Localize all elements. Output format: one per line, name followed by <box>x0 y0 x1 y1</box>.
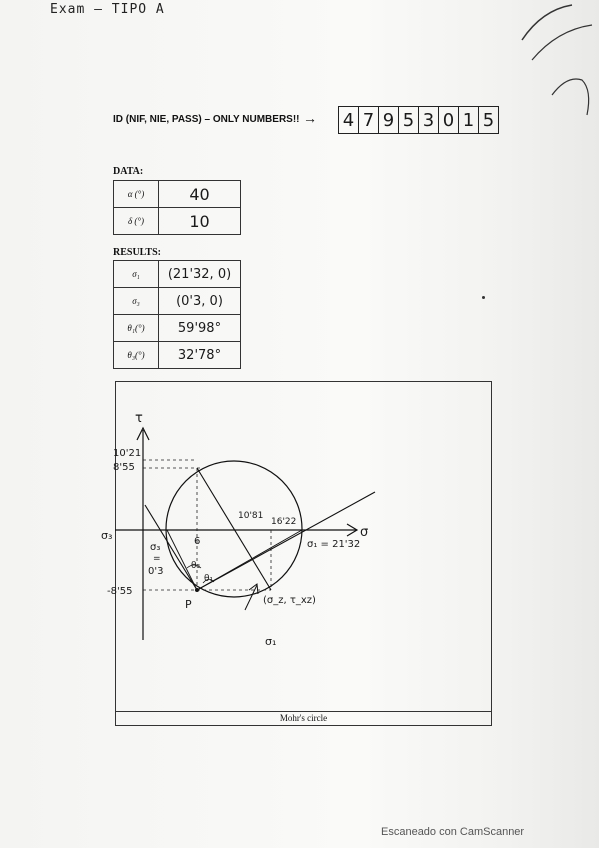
arrow-right-icon: → <box>303 110 317 126</box>
result-value[interactable]: (21'32, 0) <box>159 261 241 288</box>
result-label: θ₁(°) <box>114 315 159 342</box>
result-label: σ₁ <box>114 261 159 288</box>
id-digit[interactable]: 3 <box>419 107 439 133</box>
table-row <box>114 208 241 235</box>
table-row <box>114 342 241 369</box>
pole-label: P <box>185 598 192 611</box>
data-table <box>113 180 241 235</box>
scanner-footer: Escaneado con CamScanner <box>381 826 525 838</box>
tick-label: 6 <box>194 536 201 547</box>
tau-label: τ <box>135 411 143 426</box>
table-row <box>114 315 241 342</box>
theta1-label: θ₁ <box>204 574 214 584</box>
results-title: RESULTS: <box>113 247 161 258</box>
sigma-label: σ <box>360 525 369 540</box>
data-label: δ (°) <box>114 208 159 235</box>
pole-chord <box>167 530 197 590</box>
table-row <box>114 288 241 315</box>
stray-dot <box>482 296 485 299</box>
pole-point <box>195 588 199 592</box>
table-row <box>114 181 241 208</box>
theta3-label: θ₃ <box>191 561 201 571</box>
result-value[interactable]: 59'98° <box>159 315 241 342</box>
tau-tick-label: 10'21 <box>113 448 142 459</box>
data-label: α (°) <box>114 181 159 208</box>
data-value[interactable]: 40 <box>159 181 241 208</box>
id-digit[interactable]: 7 <box>359 107 379 133</box>
id-digit[interactable]: 9 <box>379 107 399 133</box>
result-label: σ₃ <box>114 288 159 315</box>
sigma3-equals: = <box>153 554 161 564</box>
header-scrawl: Exam — TIPO A <box>50 2 165 17</box>
data-value[interactable]: 10 <box>159 208 241 235</box>
id-digit-boxes[interactable] <box>338 106 499 134</box>
id-digit[interactable]: 4 <box>339 107 359 133</box>
sigma1-dir-label: σ₁ <box>265 635 277 648</box>
tau-tick-label: 8'55 <box>113 462 135 473</box>
sigma3-left-label: σ₃ <box>101 529 113 542</box>
sigma1-label: σ₁ = 21'32 <box>307 539 361 550</box>
result-value[interactable]: 32'78° <box>159 342 241 369</box>
point-label: (σ_z, τ_xz) <box>263 595 316 606</box>
result-value[interactable]: (0'3, 0) <box>159 288 241 315</box>
id-digit[interactable]: 5 <box>399 107 419 133</box>
sigma3-value: 0'3 <box>148 566 164 577</box>
mohr-circle-diagram <box>95 400 395 670</box>
tau-tick-label: -8'55 <box>107 586 133 597</box>
result-label: θ₃(°) <box>114 342 159 369</box>
center-label: 10'81 <box>238 511 264 521</box>
figure-caption: Mohr's circle <box>116 711 491 725</box>
id-digit[interactable]: 1 <box>459 107 479 133</box>
id-label: ID (NIF, NIE, PASS) – ONLY NUMBERS!! <box>113 114 300 125</box>
table-row <box>114 261 241 288</box>
sigma3-label: σ₃ <box>150 542 161 553</box>
data-title: DATA: <box>113 166 144 177</box>
tick-label: 16'22 <box>271 517 297 527</box>
id-digit[interactable]: 5 <box>482 109 495 131</box>
margin-scribble <box>512 0 599 130</box>
results-table <box>113 260 241 369</box>
id-digit[interactable]: 0 <box>439 107 459 133</box>
diameter-line <box>197 468 271 590</box>
